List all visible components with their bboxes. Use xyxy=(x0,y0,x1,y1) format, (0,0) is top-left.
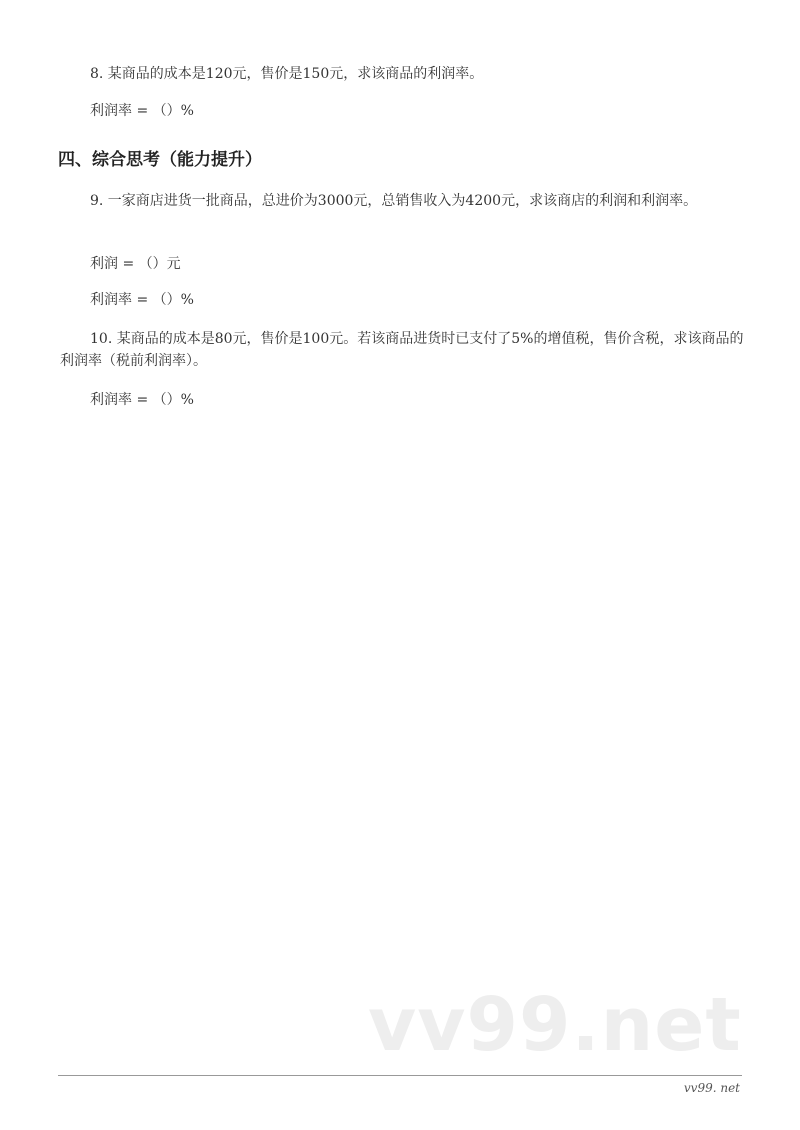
question-9-text: 9. 一家商店进货一批商品，总进价为3000元，总销售收入为4200元，求该商店的利润和利润率。 xyxy=(90,193,698,209)
footer-site-label: vv99. net xyxy=(683,1081,740,1095)
question-8-rate-answer: 利润率 = （）% xyxy=(90,103,194,119)
question-9-profit-answer: 利润 = （）元 xyxy=(90,256,181,272)
section-4-heading: 四、综合思考（能力提升） xyxy=(58,150,262,170)
question-8-text: 8. 某商品的成本是120元，售价是150元，求该商品的利润率。 xyxy=(90,66,484,82)
question-10-text: 10. 某商品的成本是80元，售价是100元。若该商品进货时已支付了5%的增值税，售价含税，求该商品的利润率（税前利润率）。 xyxy=(60,331,744,369)
question-9-rate-answer: 利润率 = （）% xyxy=(90,292,194,308)
question-10-rate-answer: 利润率 = （）% xyxy=(90,392,194,408)
footer-divider xyxy=(58,1075,742,1076)
watermark-logo: vv99.net xyxy=(368,982,742,1068)
